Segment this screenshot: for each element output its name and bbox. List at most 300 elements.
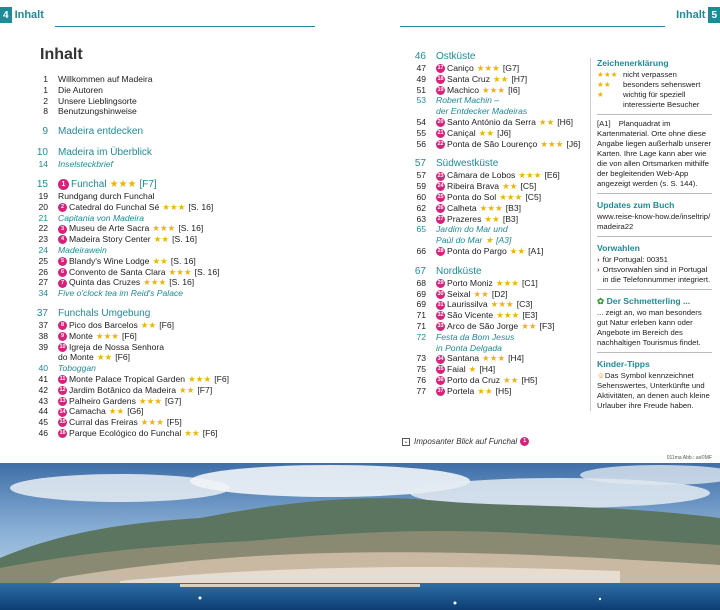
rating-stars: ★★ (108, 406, 125, 417)
entry-content (436, 74, 590, 85)
photo-credit: 011ma Abb.: as©MF (666, 455, 712, 461)
entry-title: Convento de Santa Clara (69, 266, 166, 277)
entry-title: Curral das Freiras (69, 417, 138, 428)
toc-entry[interactable] (22, 223, 262, 234)
page-number: 62 (416, 202, 426, 213)
toc-entry[interactable] (22, 267, 262, 278)
butterfly-title-text: Der Schmetterling ... (606, 296, 691, 306)
entry-content (58, 85, 262, 96)
page-number: 40 (38, 363, 48, 374)
page-number (400, 235, 436, 246)
map-badge: 23 (437, 172, 444, 179)
entry-title: Palheiro Gardens (69, 395, 136, 406)
rating-stars: ★★★ (168, 266, 192, 277)
toc-entry[interactable] (22, 159, 262, 170)
toc-entry[interactable] (22, 417, 262, 428)
page-number: 69 (416, 299, 426, 310)
toc-entry[interactable] (22, 245, 262, 256)
entry-content (58, 96, 262, 107)
map-badge: 32 (437, 312, 444, 319)
map-grid-ref: [C5] (520, 181, 537, 192)
divider (597, 289, 712, 290)
map-grid-ref: [E6] (544, 170, 560, 181)
map-grid-ref: [H4] (479, 364, 496, 375)
toc-entry[interactable] (22, 74, 262, 85)
entry-content (58, 125, 262, 138)
toc-section[interactable] (400, 157, 590, 170)
entry-content (436, 224, 590, 235)
entry-content (58, 146, 262, 159)
page-number: 68 (416, 277, 426, 288)
toc-entry[interactable] (22, 406, 262, 417)
page-number: 34 (38, 288, 48, 299)
map-badge: 24 (437, 183, 444, 190)
map-grid-ref: [J6] (497, 127, 511, 138)
entry-title: Ostküste (436, 51, 476, 62)
toc-column-2 (400, 50, 590, 397)
entry-content (436, 85, 590, 96)
rating-stars: ★★ (473, 288, 489, 299)
map-badge: 13 (59, 397, 66, 404)
page-number: 46 (38, 427, 48, 438)
entry-title: Südwestküste (436, 158, 499, 170)
page-number: 14 (38, 159, 48, 170)
page-number: 19 (38, 190, 48, 201)
entry-title: Caniçal (447, 127, 476, 138)
page-number: 54 (416, 116, 426, 127)
entry-title: Caniço (447, 63, 474, 73)
map-grid-ref: [S. 16] (178, 223, 204, 234)
entry-title: Machico (447, 84, 479, 95)
entry-title: Toboggan (58, 363, 96, 374)
toc-entry[interactable] (400, 170, 590, 181)
entry-content (436, 246, 590, 257)
map-badge: 25 (437, 194, 444, 201)
rating-stars: ★★ (509, 245, 526, 256)
entry-content (436, 203, 590, 214)
entry-content (58, 406, 262, 417)
header-title-right: Inhalt (676, 9, 706, 21)
page-number: 53 (416, 95, 426, 106)
page-number: 24 (38, 244, 48, 255)
entry-content (58, 331, 262, 342)
toc-entry[interactable] (22, 396, 262, 407)
rating-stars: ★★ (502, 181, 518, 192)
toc-entry[interactable] (22, 363, 262, 374)
map-badge: 20 (437, 119, 444, 126)
map-badge: 34 (437, 355, 444, 362)
page-number: 46 (414, 51, 426, 62)
entry-content (58, 342, 262, 353)
toc-entry[interactable] (400, 224, 590, 235)
map-grid-ref: [I6] (508, 84, 521, 95)
entry-content (436, 192, 590, 203)
toc-section[interactable] (22, 178, 262, 191)
page-number: 39 (38, 341, 48, 352)
entry-content (436, 157, 590, 170)
entry-title: Museu de Arte Sacra (69, 223, 150, 234)
toc-entry[interactable] (22, 234, 262, 245)
toc-entry[interactable] (400, 386, 590, 397)
spacer (22, 170, 262, 178)
page-number: 65 (416, 224, 426, 235)
entry-content (436, 181, 590, 192)
toc-entry[interactable] (22, 342, 262, 353)
divider (597, 114, 712, 115)
vorwahl-text: Ortsvorwahlen sind in Portugal in die Telefonnummer integriert. (602, 265, 711, 284)
entry-content (58, 320, 262, 331)
entry-title: Porto da Cruz (447, 374, 501, 385)
map-badge: 35 (437, 366, 444, 373)
info-sidebar (590, 58, 712, 411)
toc-entry[interactable] (22, 374, 262, 385)
page-title: Inhalt (40, 46, 83, 63)
toc-entry[interactable] (400, 289, 590, 300)
toc-entry[interactable] (400, 106, 590, 117)
entry-content (58, 267, 262, 278)
toc-entry[interactable] (400, 181, 590, 192)
toc-section[interactable] (22, 146, 262, 159)
entry-content (436, 364, 590, 375)
map-grid-ref: [H6] (557, 116, 574, 127)
toc-section[interactable] (22, 307, 262, 320)
map-grid-ref: [J6] (566, 138, 581, 149)
map-grid-ref: [H5] (521, 374, 538, 385)
rating-stars: ★★★ (482, 84, 506, 95)
entry-content (58, 106, 262, 117)
butterfly-icon: ✿ (597, 296, 605, 306)
entry-content (436, 375, 590, 386)
map-badge: 30 (437, 290, 444, 297)
toc-entry[interactable] (400, 117, 590, 128)
entry-title: Faial (447, 364, 466, 375)
map-grid-ref: [F6] (214, 373, 230, 384)
rating-stars: ★★★ (143, 277, 167, 288)
rating-stars: ★★★ (152, 223, 176, 234)
entry-title: Calheta (447, 202, 477, 213)
page-number: 49 (416, 73, 426, 84)
page-number: 41 (38, 373, 48, 384)
entry-title: Seixal (447, 288, 471, 299)
entry-title: Capitania von Madeira (58, 212, 144, 223)
map-grid-ref: [S. 16] (194, 266, 220, 277)
rating-stars: ★★★ (162, 201, 186, 212)
toc-entry[interactable] (400, 95, 590, 106)
page-number (400, 106, 436, 117)
toc-entry[interactable] (22, 191, 262, 202)
toc-entry[interactable] (22, 277, 262, 288)
header-rule-right (400, 26, 665, 27)
rating-stars: ★★ (184, 427, 200, 438)
map-badge: 10 (59, 343, 66, 350)
map-badge: 16 (59, 430, 66, 437)
toc-entry[interactable] (22, 428, 262, 439)
page-number: 73 (416, 353, 426, 364)
page-number-left: 4 (0, 7, 12, 23)
entry-title: Ponta do Sol (447, 191, 497, 202)
map-badge: 19 (437, 86, 444, 93)
entry-content (436, 353, 590, 364)
toc-entry[interactable] (400, 235, 590, 246)
toc-entry[interactable] (400, 128, 590, 139)
map-badge: 22 (437, 140, 444, 147)
map-grid-ref: [G7] (502, 63, 520, 73)
toc-entry[interactable] (400, 74, 590, 85)
rating-stars: ★★ (179, 384, 195, 395)
page-number: 56 (416, 138, 426, 149)
kids-text: Das Symbol kennzeichnet Sehenswertes, Unterkünfte und Aktivitäten, an denen auch kleine Urlauber ihre Freude haben. (597, 371, 710, 410)
map-grid-ref: [F3] (539, 320, 555, 331)
updates-title: Updates zum Buch (597, 200, 675, 210)
entry-content (436, 95, 590, 106)
toc-section[interactable] (400, 265, 590, 278)
map-grid-ref: [S. 16] (169, 277, 195, 288)
rating-stars: ★★ (503, 374, 519, 385)
toc-entry[interactable] (400, 310, 590, 321)
page-number: 38 (38, 330, 48, 341)
entry-title: Five o'clock tea im Reid's Palace (58, 288, 184, 299)
entry-content (58, 178, 262, 191)
photo-caption (402, 437, 531, 446)
toc-entry[interactable] (400, 85, 590, 96)
page-number: 37 (38, 319, 48, 330)
page-number: 51 (416, 84, 426, 95)
toc-entry[interactable] (22, 288, 262, 299)
entry-title: Laurissilva (447, 299, 488, 310)
entry-content (58, 307, 262, 320)
map-badge: 1 (58, 179, 69, 190)
entry-content (436, 386, 590, 397)
page-number: 42 (38, 384, 48, 395)
divider (597, 193, 712, 194)
page-number-right: 5 (708, 7, 720, 23)
legend-text: nicht verpassen (623, 70, 677, 79)
entry-content (58, 202, 262, 213)
toc-entry[interactable] (400, 343, 590, 354)
map-grid-ref: [S. 16] (170, 255, 196, 266)
map-grid-ref: [H4] (508, 353, 524, 364)
entry-title: São Vicente (447, 310, 494, 321)
entry-content (58, 352, 262, 363)
map-badge: 4 (58, 235, 67, 244)
vorwahlen-title: Vorwahlen (597, 243, 640, 253)
map-badge: 27 (437, 215, 444, 222)
map-grid-ref: [S. 16] (172, 234, 197, 245)
map-badge: 33 (437, 323, 444, 330)
entry-title: Monte (69, 330, 93, 341)
toc-entry[interactable] (400, 321, 590, 332)
map-grid-ref: [C3] (516, 299, 533, 310)
entry-title: Madeira Story Center (69, 234, 151, 245)
entry-content (58, 256, 262, 267)
entry-title: Madeira entdecken (58, 126, 144, 138)
entry-content (58, 277, 262, 288)
entry-title: do Monte (58, 352, 94, 363)
rating-stars: ★★ (484, 213, 500, 224)
map-badge: 7 (58, 279, 67, 288)
map-grid-ref: [F7] (197, 384, 213, 395)
entry-title: Paúl do Mar (436, 235, 483, 246)
page-number: 10 (36, 147, 48, 159)
toc-entry[interactable] (22, 385, 262, 396)
toc-entry[interactable] (22, 213, 262, 224)
entry-title: Quinta das Cruzes (69, 277, 141, 288)
rating-stars: ★★ (96, 352, 113, 363)
entry-title: Festa da Bom Jesus (436, 331, 515, 342)
toc-entry[interactable] (400, 353, 590, 364)
map-badge: 21 (437, 130, 444, 137)
map-badge: 29 (437, 279, 444, 286)
page-number: 9 (42, 126, 48, 138)
entry-title: Pico dos Barcelos (69, 319, 138, 330)
entry-content (436, 214, 590, 225)
toc-entry[interactable] (400, 364, 590, 375)
toc-entry[interactable] (22, 106, 262, 117)
entry-content (58, 385, 262, 396)
rating-stars: ★★★ (138, 395, 163, 406)
map-badge: 26 (437, 205, 444, 211)
arrow-icon: › (597, 265, 600, 274)
toc-entry[interactable] (22, 96, 262, 107)
rating-stars: ★★★ (188, 373, 212, 384)
map-badge: 14 (59, 408, 66, 415)
grid-ref-note (597, 119, 712, 189)
page-number: 43 (38, 395, 48, 406)
map-grid-ref: [H5] (495, 385, 512, 396)
entry-content (58, 288, 262, 299)
butterfly-title (597, 296, 712, 306)
entry-title: Funchals Umgebung (58, 307, 151, 319)
entry-title: Igreja de Nossa Senhora (69, 341, 165, 352)
kids-note (597, 371, 712, 411)
rating-stars: ★★ (493, 73, 509, 84)
toc-entry[interactable] (22, 352, 262, 363)
rating-stars: ★★ (140, 319, 157, 330)
entry-content (436, 299, 590, 310)
page-number: 27 (38, 277, 48, 288)
kids-icon: ☺ (597, 371, 605, 380)
entry-content (58, 159, 262, 170)
vorwahl-text: für Portugal: 00351 (602, 255, 668, 264)
map-grid-ref: [H7] (511, 73, 528, 84)
map-badge: 18 (437, 76, 444, 83)
toc-entry[interactable] (400, 278, 590, 289)
page-number: 71 (416, 310, 426, 321)
rating-stars: ★★ (477, 385, 493, 396)
map-grid-ref: [F6] (115, 352, 131, 363)
entry-content (436, 235, 590, 246)
map-grid-ref: [A1] (528, 245, 544, 256)
entry-title: Madeira im Überblick (58, 147, 152, 159)
page-number: 25 (38, 255, 48, 266)
map-grid-ref: [B3] (502, 213, 519, 224)
rating-stars: ★★★ (518, 170, 542, 181)
toc-entry[interactable] (400, 332, 590, 343)
entry-content (436, 321, 590, 332)
rating-stars: ★ (468, 364, 477, 375)
entry-content (58, 234, 262, 245)
entry-title: Unsere Lieblingsorte (58, 95, 137, 106)
page-number: 55 (416, 127, 426, 138)
page-number: 26 (38, 266, 48, 277)
entry-title: Jardim do Mar und (436, 224, 508, 235)
page-number: 71 (416, 320, 426, 331)
entry-title: Santo António da Serra (447, 116, 536, 127)
rating-stars: ★★★ (482, 353, 506, 364)
toc-section[interactable] (22, 125, 262, 138)
toc-entry[interactable] (22, 331, 262, 342)
entry-content (58, 74, 262, 85)
toc-entry[interactable] (400, 299, 590, 310)
toc-section[interactable] (400, 50, 590, 63)
toc-entry[interactable] (22, 202, 262, 213)
kids-title: Kinder-Tipps (597, 359, 650, 369)
legend-row (597, 80, 712, 90)
rating-stars: ★★ (152, 255, 168, 266)
map-grid-ref: [F6] (122, 330, 137, 341)
entry-title: Rundgang durch Funchal (58, 190, 155, 201)
map-grid-ref: [S. 16] (188, 201, 214, 212)
toc-entry[interactable] (400, 246, 590, 257)
rating-stars: ★★★ (140, 417, 164, 428)
map-grid-ref: [C1] (521, 277, 538, 288)
entry-content (436, 265, 590, 278)
entry-title: Ribeira Brava (447, 181, 500, 192)
page-number: 2 (43, 95, 48, 106)
entry-title: Ponta de São Lourenço (447, 138, 538, 149)
map-grid-ref: [G7] (165, 395, 182, 406)
legend-title: Zeichenerklärung (597, 58, 669, 68)
rating-stars: ★★★ (496, 310, 520, 321)
entry-content (436, 106, 590, 117)
caption-badge: 1 (520, 437, 529, 446)
entry-title: Ponta do Pargo (447, 245, 507, 256)
entry-title: Jardim Botânico da Madeira (69, 384, 176, 395)
caption-icon: ⌄ (403, 438, 409, 445)
grid-ref-label: [A1] (597, 119, 611, 128)
map-badge: 36 (437, 377, 444, 384)
rating-stars: ★★★ (479, 202, 503, 213)
legend-row (597, 90, 712, 110)
entry-content (58, 374, 262, 385)
map-badge: 31 (437, 301, 444, 308)
toc-entry[interactable] (400, 63, 590, 74)
toc-entry[interactable] (400, 139, 590, 150)
rating-stars: ★★ (478, 127, 495, 138)
page-number: 57 (416, 170, 426, 181)
page-number: 37 (36, 307, 48, 319)
entry-content (58, 223, 262, 234)
entry-title: Madeirawein (58, 244, 107, 255)
toc-entry[interactable] (400, 203, 590, 214)
toc-entry[interactable] (22, 320, 262, 331)
toc-entry[interactable] (400, 192, 590, 203)
toc-entry[interactable] (400, 375, 590, 386)
rating-stars: ★★★ (499, 191, 523, 202)
map-grid-ref: [D2] (491, 288, 508, 299)
entry-title: Portela (447, 385, 475, 396)
page-number: 59 (416, 181, 426, 192)
page-number: 47 (416, 63, 426, 73)
rating-stars: ★★★ (495, 277, 519, 288)
toc-entry[interactable] (22, 85, 262, 96)
toc-entry[interactable] (400, 214, 590, 225)
map-badge: 2 (58, 203, 67, 212)
updates-url[interactable]: www.reise-know-how.de/inseltrip/madeira22 (597, 212, 711, 231)
funchal-panorama-photo (0, 463, 720, 610)
entry-title: Nordküste (436, 265, 482, 277)
toc-entry[interactable] (22, 256, 262, 267)
